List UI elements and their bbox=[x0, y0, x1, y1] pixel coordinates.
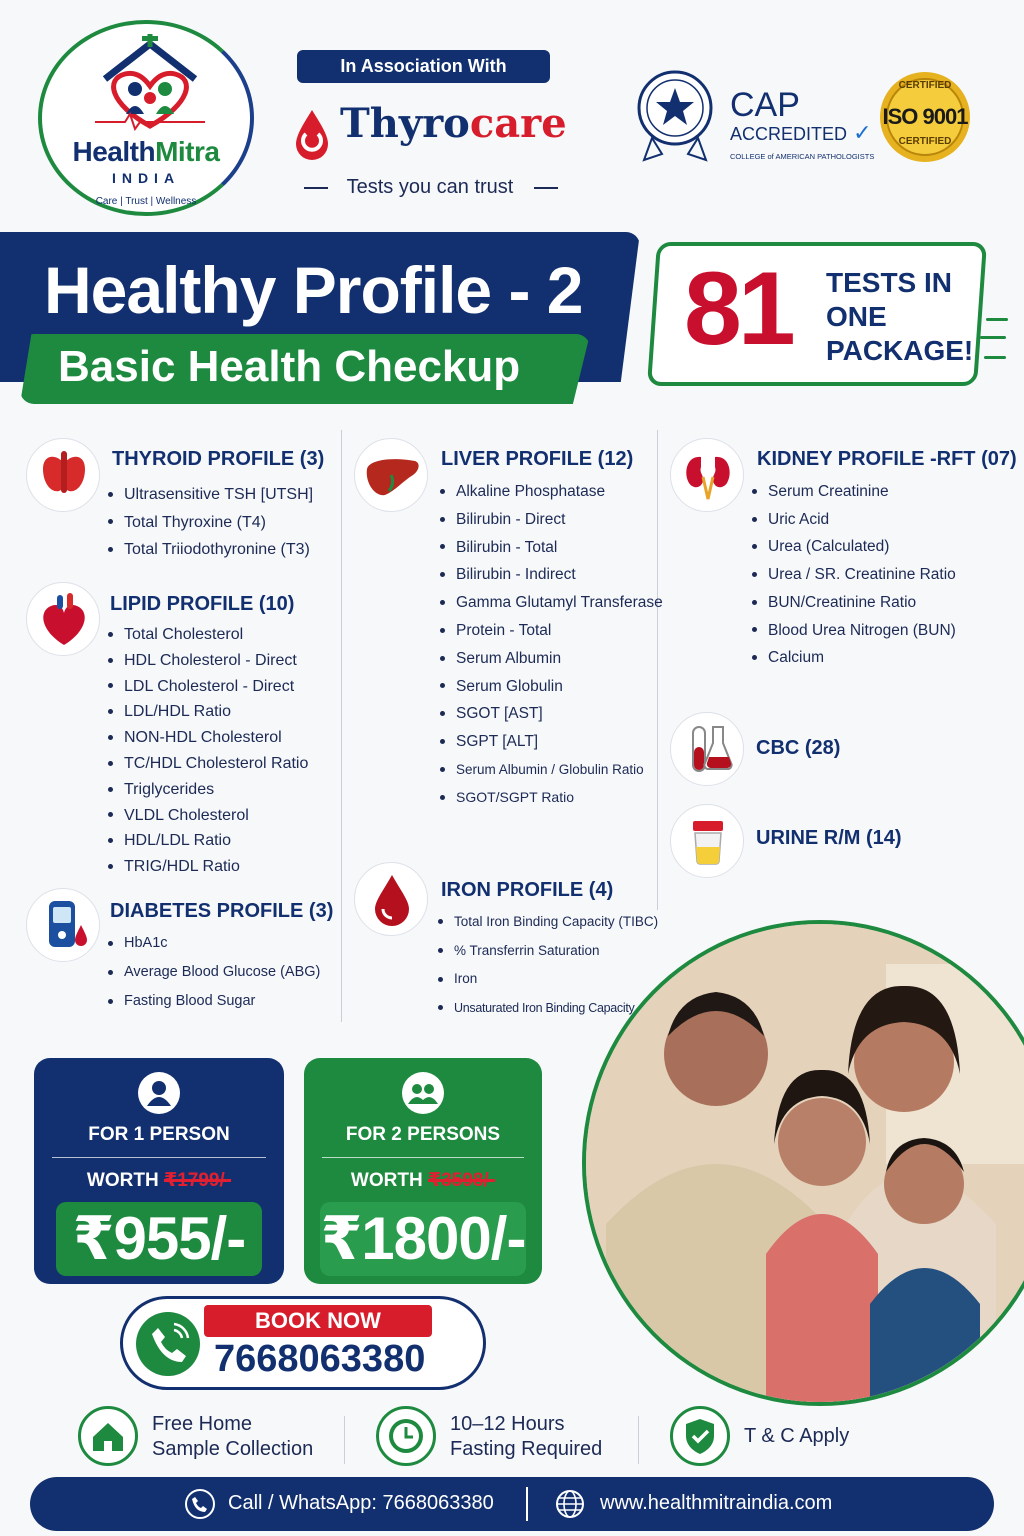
cap-accredited-text: ACCREDITED bbox=[730, 124, 848, 144]
list-item: BUN/Creatinine Ratio bbox=[752, 589, 956, 617]
kidney-list bbox=[752, 478, 956, 672]
list-item: LDL Cholesterol - Direct bbox=[108, 674, 308, 700]
list-item: Fasting Blood Sugar bbox=[108, 987, 320, 1016]
phone-icon bbox=[136, 1312, 200, 1376]
list-item: Bilirubin - Direct bbox=[440, 506, 663, 534]
feature-line-1: 10–12 Hours bbox=[450, 1413, 565, 1435]
list-item: Serum Creatinine bbox=[752, 478, 956, 506]
list-item: Urea / SR. Creatinine Ratio bbox=[752, 561, 956, 589]
list-item: Total Iron Binding Capacity (TIBC) bbox=[438, 908, 658, 937]
diabetes-title: DIABETES PROFILE (3) bbox=[110, 900, 334, 922]
lipid-list bbox=[108, 622, 308, 880]
two-persons-icon bbox=[402, 1072, 444, 1114]
test-tube-icon bbox=[670, 712, 744, 786]
list-item: Ultrasensitive TSH [UTSH] bbox=[108, 481, 313, 509]
feature-divider bbox=[344, 1416, 345, 1464]
liver-list bbox=[440, 478, 663, 812]
list-item: Bilirubin - Total bbox=[440, 534, 663, 562]
thyrocare-tagline: Tests you can trust bbox=[346, 176, 514, 198]
feature-divider bbox=[638, 1416, 639, 1464]
logo-brand-name bbox=[42, 136, 250, 168]
list-item: TRIG/HDL Ratio bbox=[108, 854, 308, 880]
feature-terms[interactable]: T & C Apply bbox=[744, 1425, 850, 1447]
list-item: Triglycerides bbox=[108, 777, 308, 803]
list-item: Urea (Calculated) bbox=[752, 533, 956, 561]
list-item: Total Cholesterol bbox=[108, 622, 308, 648]
footer-website-link[interactable]: www.healthmitraindia.com bbox=[600, 1492, 833, 1514]
footer-call-whatsapp[interactable]: Call / WhatsApp: 7668063380 bbox=[228, 1492, 494, 1514]
list-item: VLDL Cholesterol bbox=[108, 803, 308, 829]
divider bbox=[52, 1157, 266, 1158]
package-title: Healthy Profile - 2 bbox=[44, 253, 583, 327]
urine-cup-icon bbox=[670, 804, 744, 878]
iso-top: CERTIFIED bbox=[898, 80, 952, 91]
list-item: Unsaturated Iron Binding Capacity bbox=[438, 994, 658, 1023]
cap-accredited bbox=[730, 120, 872, 146]
tests-count-text bbox=[826, 266, 973, 368]
price-worth bbox=[304, 1169, 542, 1192]
worth-original-price: ₹3598/- bbox=[427, 1170, 496, 1191]
association-badge: In Association With bbox=[297, 50, 550, 83]
cap-seal-icon bbox=[632, 68, 718, 164]
check-icon: ✓ bbox=[847, 120, 872, 145]
list-item: LDL/HDL Ratio bbox=[108, 699, 308, 725]
price-value: ₹1800/- bbox=[320, 1202, 526, 1276]
logo-name-health: Health bbox=[72, 136, 156, 167]
iso-bottom: CERTIFIED bbox=[898, 136, 952, 147]
logo-name-mitra: Mitra bbox=[155, 136, 220, 167]
tests-line-3: PACKAGE! bbox=[826, 335, 974, 366]
price-card-single[interactable] bbox=[34, 1058, 284, 1284]
list-item: Total Thyroxine (T4) bbox=[108, 509, 313, 537]
thyroid-title: THYROID PROFILE (3) bbox=[112, 448, 325, 470]
list-item: Bilirubin - Indirect bbox=[440, 561, 663, 589]
home-icon bbox=[78, 1406, 138, 1466]
list-item: Blood Urea Nitrogen (BUN) bbox=[752, 617, 956, 645]
list-item: Serum Albumin / Globulin Ratio bbox=[440, 756, 663, 784]
price-card-label: FOR 1 PERSON bbox=[88, 1124, 230, 1145]
cbc-title: CBC (28) bbox=[756, 737, 841, 759]
worth-prefix: WORTH bbox=[86, 1170, 164, 1191]
iso-mid: ISO 9001 bbox=[882, 104, 968, 129]
list-item: Gamma Glutamyl Transferase bbox=[440, 589, 663, 617]
list-item: Protein - Total bbox=[440, 617, 663, 645]
family-heart-icon bbox=[90, 34, 210, 134]
kidney-title: KIDNEY PROFILE -RFT (07) bbox=[757, 448, 1017, 470]
decor-dash bbox=[980, 336, 1006, 339]
diabetes-list bbox=[108, 929, 320, 1016]
person-icon bbox=[138, 1072, 180, 1114]
feature-line-2: Sample Collection bbox=[152, 1438, 314, 1460]
list-item: Serum Albumin bbox=[440, 645, 663, 673]
logo-country: INDIA bbox=[111, 170, 181, 186]
iron-list bbox=[438, 908, 658, 1023]
column-divider bbox=[341, 430, 342, 1022]
feature-fasting bbox=[450, 1412, 602, 1462]
thyroid-icon bbox=[26, 438, 100, 512]
footer-divider bbox=[526, 1487, 528, 1521]
price-worth bbox=[34, 1169, 284, 1192]
kidney-icon bbox=[670, 438, 744, 512]
list-item: % Transferrin Saturation bbox=[438, 937, 658, 966]
liver-icon bbox=[354, 438, 428, 512]
decor-dash bbox=[984, 356, 1006, 359]
thyrocare-name-a: Thyro bbox=[340, 100, 470, 147]
list-item: HDL/LDL Ratio bbox=[108, 828, 308, 854]
list-item: NON-HDL Cholesterol bbox=[108, 725, 308, 751]
phone-icon bbox=[184, 1488, 216, 1520]
feature-line-1: Free Home bbox=[152, 1413, 253, 1435]
lipid-title: LIPID PROFILE (10) bbox=[110, 593, 295, 615]
list-item: Average Blood Glucose (ABG) bbox=[108, 958, 320, 987]
family-illustration bbox=[586, 924, 1024, 1406]
cap-title: CAP bbox=[730, 86, 800, 124]
logo-tagline: Care | Trust | Wellness bbox=[95, 196, 197, 207]
list-item: Calcium bbox=[752, 644, 956, 672]
liver-title: LIVER PROFILE (12) bbox=[441, 448, 634, 470]
list-item: HDL Cholesterol - Direct bbox=[108, 648, 308, 674]
book-now-label: BOOK NOW bbox=[204, 1305, 432, 1337]
list-item: Uric Acid bbox=[752, 506, 956, 534]
list-item: Iron bbox=[438, 965, 658, 994]
cap-college: COLLEGE of AMERICAN PATHOLOGISTS bbox=[730, 152, 875, 161]
list-item: HbA1c bbox=[108, 929, 320, 958]
price-card-couple[interactable] bbox=[304, 1058, 542, 1284]
family-photo bbox=[582, 920, 1024, 1406]
urine-title: URINE R/M (14) bbox=[756, 827, 902, 849]
worth-prefix: WORTH bbox=[350, 1170, 428, 1191]
feature-home-collection bbox=[152, 1412, 313, 1462]
shield-check-icon bbox=[670, 1406, 730, 1466]
worth-original-price: ₹1799/- bbox=[163, 1170, 232, 1191]
book-phone-number[interactable]: 7668063380 bbox=[214, 1338, 426, 1380]
feature-line-2: Fasting Required bbox=[450, 1438, 603, 1460]
divider bbox=[322, 1157, 524, 1158]
globe-icon bbox=[554, 1488, 586, 1520]
blood-drop-icon bbox=[354, 862, 428, 936]
list-item: Alkaline Phosphatase bbox=[440, 478, 663, 506]
decor-dash bbox=[986, 318, 1008, 321]
glucometer-icon bbox=[26, 888, 100, 962]
list-item: SGOT [AST] bbox=[440, 700, 663, 728]
tests-count: 81 bbox=[684, 251, 792, 367]
heart-icon bbox=[26, 582, 100, 656]
tests-line-1: TESTS IN bbox=[826, 267, 953, 298]
tests-line-2: ONE bbox=[826, 301, 887, 332]
list-item: TC/HDL Cholesterol Ratio bbox=[108, 751, 308, 777]
price-card-label: FOR 2 PERSONS bbox=[345, 1124, 501, 1145]
list-item: Serum Globulin bbox=[440, 673, 663, 701]
health-mitra-logo bbox=[38, 20, 254, 216]
list-item: SGOT/SGPT Ratio bbox=[440, 784, 663, 812]
iron-title: IRON PROFILE (4) bbox=[441, 879, 614, 901]
package-subtitle: Basic Health Checkup bbox=[58, 342, 521, 391]
list-item: Total Triiodothyronine (T3) bbox=[108, 536, 313, 564]
thyrocare-brand bbox=[290, 100, 580, 160]
thyrocare-name-b: care bbox=[469, 100, 567, 147]
thyroid-list bbox=[108, 481, 313, 564]
footer-bar bbox=[30, 1477, 994, 1531]
clock-icon bbox=[376, 1406, 436, 1466]
list-item: SGPT [ALT] bbox=[440, 728, 663, 756]
price-value: ₹955/- bbox=[56, 1202, 262, 1276]
